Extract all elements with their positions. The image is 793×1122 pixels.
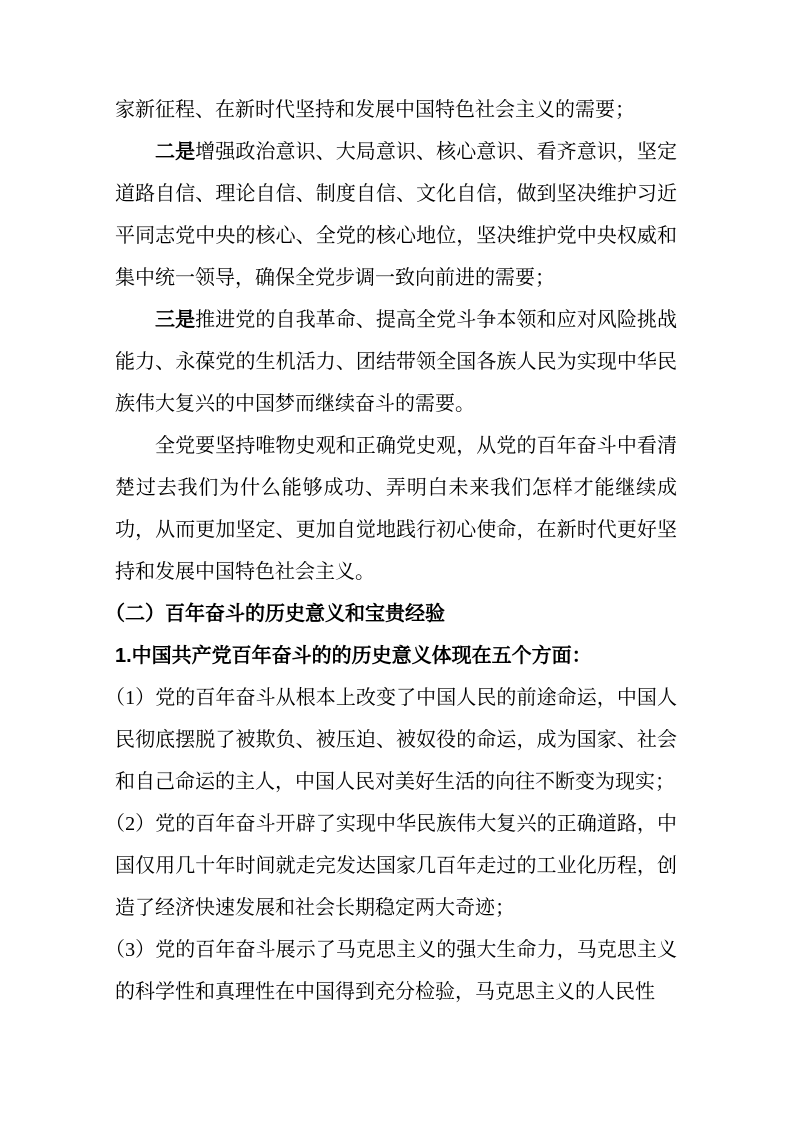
paragraph-text: （1）党的百年奋斗从根本上改变了中国人民的前途命运，中国人民彻底摆脱了被欺负、被压迫、被奴役的命运，成为国家、社会和自己命运的主人，中国人民对美好生活的向往不断变为现实；	[105, 687, 677, 793]
paragraph-third-point	[115, 299, 677, 425]
paragraph-text: 家新征程、在新时代坚持和发展中国特色社会主义的需要；	[115, 99, 635, 121]
paragraph-significance-3	[105, 929, 677, 1013]
paragraph-text: 全党要坚持唯物史观和正确党史观，从党的百年奋斗中看清楚过去我们为什么能够成功、弄明白未来我们怎样才能继续成功，从而更加坚定、更加自觉地践行初心使命，在新时代更好坚持和发展中国特色社会主义。	[115, 435, 677, 583]
heading-text: （二）百年奋斗的历史意义和宝贵经验	[105, 603, 445, 625]
paragraph-significance-2	[105, 803, 677, 929]
paragraph-summary	[115, 425, 677, 593]
bold-lead: 二是	[155, 141, 196, 163]
paragraph-text: 增强政治意识、大局意识、核心意识、看齐意识，坚定道路自信、理论自信、制度自信、文化自信，做到坚决维护习近平同志党中央的核心、全党的核心地位，坚决维护党中央权威和集中统一领导，确保全党步调一致向前进的需要；	[115, 141, 678, 289]
paragraph-text: （2）党的百年奋斗开辟了实现中华民族伟大复兴的正确道路，中国仅用几十年时间就走完发达国家几百年走过的工业化历程，创造了经济快速发展和社会长期稳定两大奇迹；	[105, 813, 677, 919]
paragraph-significance-1	[105, 677, 677, 803]
paragraph-text: 推进党的自我革命、提高全党斗争本领和应对风险挑战能力、永葆党的生机活力、团结带领全国各族人民为实现中华民族伟大复兴的中国梦而继续奋斗的需要。	[115, 309, 678, 415]
heading-text: 1.中国共产党百年奋斗的的历史意义体现在五个方面：	[115, 645, 592, 667]
section-heading	[105, 593, 677, 635]
paragraph-text: （3）党的百年奋斗展示了马克思主义的强大生命力，马克思主义的科学性和真理性在中国得到充分检验，马克思主义的人民性	[105, 939, 677, 1003]
subsection-heading	[115, 635, 677, 677]
bold-lead: 三是	[155, 309, 196, 331]
paragraph-continuation	[115, 89, 677, 131]
paragraph-second-point	[115, 131, 677, 299]
document-body	[105, 89, 678, 1013]
